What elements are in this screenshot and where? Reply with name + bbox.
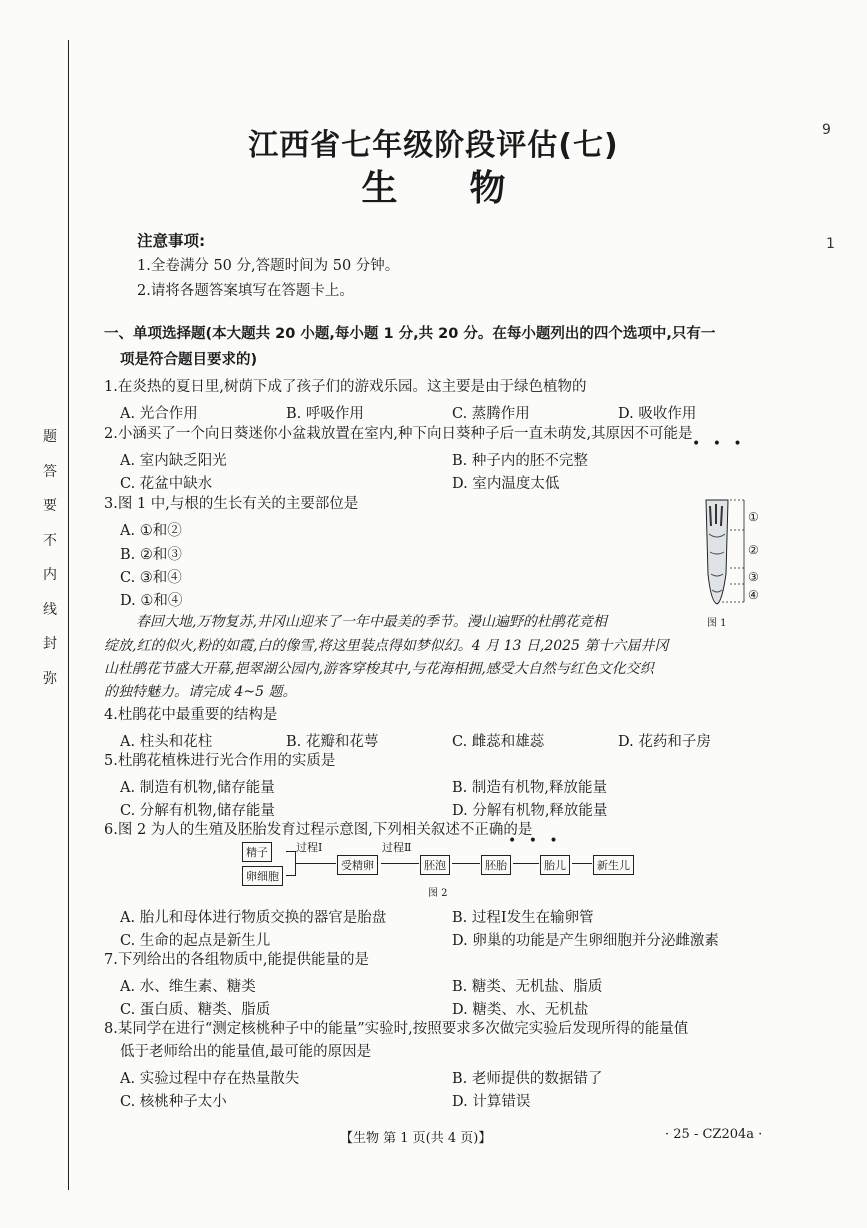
passage-line: 春回大地,万物复苏,井冈山迎来了一年中最美的季节。漫山遍野的杜鹃花竞相: [136, 614, 607, 630]
root-tip-figure: [692, 494, 772, 610]
notice-item: 1.全卷满分 50 分,答题时间为 50 分钟。: [137, 258, 400, 274]
option-d: D. 花药和子房: [618, 734, 711, 750]
flow-arrow: [452, 863, 480, 864]
flow-process-2: 过程Ⅱ: [382, 841, 412, 854]
subject-title: [0, 160, 867, 211]
question-stem: 1.在炎热的夏日里,树荫下成了孩子们的游戏乐园。这主要是由于绿色植物的: [104, 379, 587, 395]
passage-line: 绽放,红的似火,粉的如霞,白的像雪,将这里装点得如梦似幻。4 月 13 日,2025 第十六届井冈: [104, 638, 669, 654]
option-a: A. 制造有机物,储存能量: [120, 780, 275, 796]
margin-mark-top: 9: [822, 122, 831, 138]
binding-char: 弥: [43, 670, 57, 687]
option-b: B. 老师提供的数据错了: [452, 1071, 603, 1087]
subject-char: 生: [361, 168, 398, 209]
option-c: C. 花盆中缺水: [120, 476, 213, 492]
subject-char: 物: [469, 168, 506, 209]
option-c: C. 蛋白质、糖类、脂质: [120, 1002, 271, 1018]
option-b: B. 呼吸作用: [286, 406, 364, 422]
option-a: A. 水、维生素、糖类: [120, 979, 256, 995]
question-stem: 3.图 1 中,与根的生长有关的主要部位是: [104, 496, 359, 512]
flow-arrow: [296, 863, 336, 864]
option-a: A. 实验过程中存在热量散失: [120, 1071, 300, 1087]
binding-notice: [40, 430, 60, 706]
emphasis-dots: • • •: [692, 436, 746, 452]
figure-caption: 图 2: [428, 888, 448, 899]
binding-char: 要: [43, 498, 57, 514]
binding-char: 答: [43, 463, 57, 480]
question-stem: 6.图 2 为人的生殖及胚胎发育过程示意图,下列相关叙述不正确的是: [104, 822, 533, 838]
option-b: B. 花瓣和花萼: [286, 734, 379, 750]
option-c: C. 核桃种子太小: [120, 1094, 227, 1110]
margin-mark-mid: 1: [826, 236, 835, 252]
binding-line: [68, 40, 69, 1190]
option-d: D. 卵巢的功能是产生卵细胞并分泌雌激素: [452, 933, 719, 949]
option-c: C. 分解有机物,储存能量: [120, 803, 275, 819]
option-a: A. 光合作用: [120, 406, 198, 422]
option-c: C. 生命的起点是新生儿: [120, 933, 271, 949]
paper-code: · 25 - CZ204a ·: [665, 1127, 763, 1142]
notice-heading: 注意事项:: [137, 232, 206, 250]
question-stem-cont: 低于老师给出的能量值,最可能的原因是: [120, 1044, 372, 1060]
option-b: B. ②和③: [120, 547, 182, 563]
section-heading: 一、单项选择题(本大题共 20 小题,每小题 1 分,共 20 分。在每小题列出的四个选项中,只有一: [104, 326, 716, 342]
option-d: D. 室内温度太低: [452, 476, 560, 492]
option-d: D. 吸收作用: [618, 406, 697, 422]
flow-arrow: [513, 863, 539, 864]
exam-title: 江西省七年级阶段评估(七): [248, 128, 619, 163]
figure-label: ③: [748, 570, 759, 584]
binding-char: 封: [43, 636, 57, 652]
option-d: D. ①和④: [120, 593, 183, 609]
figure-label: ①: [748, 510, 759, 524]
notice-item: 2.请将各题答案填写在答题卡上。: [137, 283, 354, 299]
figure-caption: 图 1: [707, 618, 727, 629]
question-stem: 4.杜鹃花中最重要的结构是: [104, 707, 278, 723]
flow-fetus: 胎儿: [540, 855, 570, 875]
figure-label: ②: [748, 543, 759, 557]
flow-zygote: 受精卵: [337, 855, 378, 875]
option-a: A. 柱头和花柱: [120, 734, 213, 750]
option-d: D. 计算错误: [452, 1094, 531, 1110]
page-footer: 【生物 第 1 页(共 4 页)】: [340, 1131, 492, 1146]
question-stem: 7.下列给出的各组物质中,能提供能量的是: [104, 952, 369, 968]
passage-line: 的独特魅力。请完成 4~5 题。: [104, 684, 297, 700]
binding-char: 线: [43, 601, 57, 618]
option-c: C. 蒸腾作用: [452, 406, 530, 422]
option-a: A. ①和②: [120, 523, 182, 539]
option-d: D. 分解有机物,释放能量: [452, 803, 608, 819]
option-a: A. 胎儿和母体进行物质交换的器官是胎盘: [120, 910, 387, 926]
option-b: B. 制造有机物,释放能量: [452, 780, 607, 796]
binding-char: 不: [43, 532, 57, 549]
binding-char: 题: [43, 429, 57, 445]
option-b: B. 过程Ⅰ发生在输卵管: [452, 910, 594, 926]
option-d: D. 糖类、水、无机盐: [452, 1002, 589, 1018]
option-c: C. 雌蕊和雄蕊: [452, 734, 545, 750]
flow-newborn: 新生儿: [593, 855, 634, 875]
section-heading-cont: 项是符合题目要求的): [120, 352, 258, 368]
flow-sperm: 精子: [242, 842, 272, 862]
option-c: C. ③和④: [120, 570, 182, 586]
question-stem: 5.杜鹃花植株进行光合作用的实质是: [104, 753, 336, 769]
emphasis-dots: • • •: [508, 833, 562, 849]
flow-arrow: [572, 863, 592, 864]
option-b: B. 种子内的胚不完整: [452, 453, 588, 469]
flow-embryo: 胚胎: [481, 855, 511, 875]
option-b: B. 糖类、无机盐、脂质: [452, 979, 603, 995]
option-a: A. 室内缺乏阳光: [120, 453, 227, 469]
flow-blastocyst: 胚泡: [420, 855, 450, 875]
binding-char: 内: [43, 567, 57, 583]
passage-line: 山杜鹃花节盛大开幕,挹翠湖公园内,游客穿梭其中,与花海相拥,感受大自然与红色文化交织: [104, 661, 654, 677]
figure-label: ④: [748, 588, 759, 602]
flow-process-1: 过程Ⅰ: [296, 841, 323, 854]
question-stem: 2.小涵买了一个向日葵迷你小盆栽放置在室内,种下向日葵种子后一直未萌发,其原因不可能是: [104, 426, 693, 442]
flow-egg: 卵细胞: [242, 866, 283, 886]
flow-arrow: [381, 863, 419, 864]
question-stem: 8.某同学在进行“测定核桃种子中的能量”实验时,按照要求多次做完实验后发现所得的能量值: [104, 1021, 689, 1037]
